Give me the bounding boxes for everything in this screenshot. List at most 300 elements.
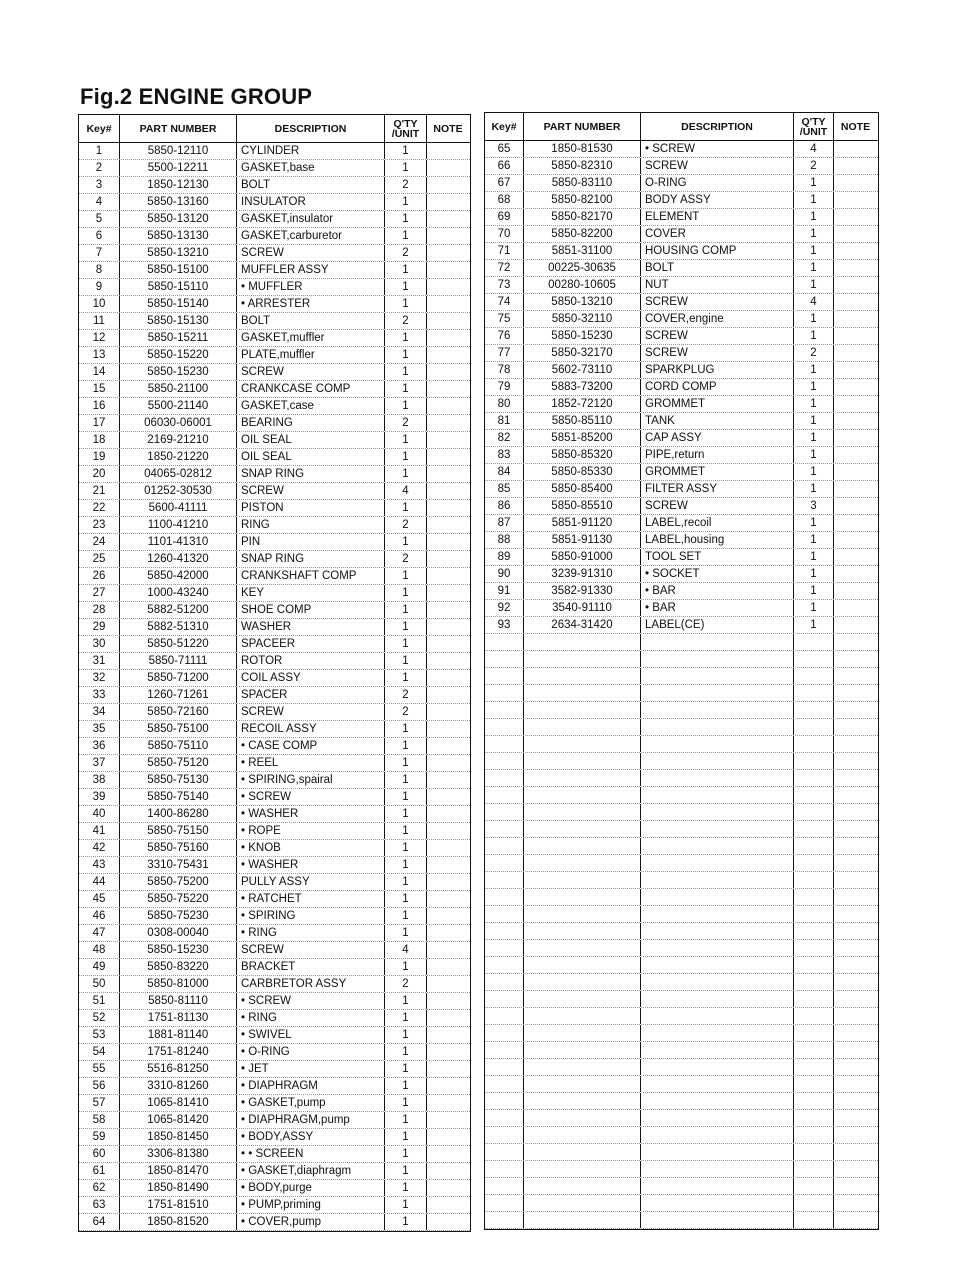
header-part-number: PART NUMBER [524, 113, 641, 140]
key-cell: 91 [485, 583, 524, 599]
table-row [485, 260, 878, 277]
part-number-cell: 1260-41320 [120, 551, 237, 567]
qty-cell [794, 1127, 834, 1143]
note-cell [834, 413, 877, 429]
part-number-cell: 5850-13210 [120, 245, 237, 261]
description-cell: INSULATOR [237, 194, 385, 210]
part-number-cell: 2634-31420 [524, 617, 641, 633]
key-cell [485, 855, 524, 871]
qty-cell [794, 821, 834, 837]
table-row [485, 226, 878, 243]
qty-cell: 1 [385, 670, 427, 686]
note-cell [427, 738, 469, 754]
qty-cell [794, 702, 834, 718]
table-row [79, 891, 470, 908]
table-row [79, 296, 470, 313]
note-cell [834, 651, 877, 667]
key-cell [485, 668, 524, 684]
part-number-cell: 1400-86280 [120, 806, 237, 822]
part-number-cell [524, 923, 641, 939]
description-cell: • JET [237, 1061, 385, 1077]
table-row [485, 447, 878, 464]
table-row [485, 498, 878, 515]
note-cell [427, 551, 469, 567]
part-number-cell: 00225-30635 [524, 260, 641, 276]
qty-cell: 1 [385, 449, 427, 465]
qty-cell: 1 [385, 959, 427, 975]
key-cell: 70 [485, 226, 524, 242]
part-number-cell [524, 1178, 641, 1194]
table-row [485, 1161, 878, 1178]
parts-table-left [78, 114, 471, 1232]
key-cell [485, 1144, 524, 1160]
note-cell [427, 772, 469, 788]
table-row [79, 1180, 470, 1197]
note-cell [834, 906, 877, 922]
note-cell [834, 243, 877, 259]
table-row [485, 1127, 878, 1144]
table-row [79, 228, 470, 245]
note-cell [834, 719, 877, 735]
part-number-cell: 5850-75230 [120, 908, 237, 924]
note-cell [834, 396, 877, 412]
note-cell [834, 1212, 877, 1228]
description-cell [641, 668, 794, 684]
qty-cell: 1 [385, 534, 427, 550]
key-cell [485, 1195, 524, 1211]
qty-cell: 4 [794, 141, 834, 157]
part-number-cell: 5850-15100 [120, 262, 237, 278]
qty-cell [794, 1212, 834, 1228]
qty-cell [794, 1025, 834, 1041]
table-row [79, 330, 470, 347]
description-cell [641, 1127, 794, 1143]
qty-cell: 3 [794, 498, 834, 514]
table-row [485, 1178, 878, 1195]
key-cell: 54 [79, 1044, 120, 1060]
part-number-cell [524, 770, 641, 786]
table-row [79, 602, 470, 619]
description-cell [641, 1178, 794, 1194]
description-cell: GROMMET [641, 464, 794, 480]
table-row [485, 311, 878, 328]
description-cell: • PUMP,priming [237, 1197, 385, 1213]
part-number-cell [524, 872, 641, 888]
table-row [485, 787, 878, 804]
key-cell [485, 1025, 524, 1041]
description-cell: • RING [237, 1010, 385, 1026]
part-number-cell: 5850-75220 [120, 891, 237, 907]
table-row [79, 721, 470, 738]
table-row [79, 823, 470, 840]
header-description: DESCRIPTION [641, 113, 794, 140]
table-row [79, 347, 470, 364]
qty-cell: 1 [794, 311, 834, 327]
table-row [485, 923, 878, 940]
note-cell [427, 1163, 469, 1179]
part-number-cell [524, 906, 641, 922]
table-row [485, 1008, 878, 1025]
key-cell [485, 1178, 524, 1194]
note-cell [834, 566, 877, 582]
part-number-cell [524, 1212, 641, 1228]
key-cell [485, 889, 524, 905]
key-cell: 34 [79, 704, 120, 720]
table-row [79, 1078, 470, 1095]
part-number-cell: 5850-13160 [120, 194, 237, 210]
key-cell: 37 [79, 755, 120, 771]
note-cell [834, 192, 877, 208]
qty-cell: 4 [385, 942, 427, 958]
description-cell: SCREW [237, 245, 385, 261]
table-row [79, 772, 470, 789]
key-cell: 58 [79, 1112, 120, 1128]
note-cell [427, 466, 469, 482]
part-number-cell: 5850-71200 [120, 670, 237, 686]
note-cell [427, 1061, 469, 1077]
description-cell: • SCREW [237, 993, 385, 1009]
part-number-cell: 5850-75100 [120, 721, 237, 737]
qty-cell: 1 [385, 908, 427, 924]
key-cell [485, 804, 524, 820]
description-cell: • KNOB [237, 840, 385, 856]
part-number-cell: 1751-81240 [120, 1044, 237, 1060]
key-cell: 8 [79, 262, 120, 278]
description-cell: HOUSING COMP [641, 243, 794, 259]
qty-cell: 1 [385, 1197, 427, 1213]
key-cell: 16 [79, 398, 120, 414]
qty-cell: 1 [794, 430, 834, 446]
key-cell: 55 [79, 1061, 120, 1077]
part-number-cell: 3582-91330 [524, 583, 641, 599]
key-cell: 46 [79, 908, 120, 924]
note-cell [834, 379, 877, 395]
part-number-cell: 5850-91000 [524, 549, 641, 565]
description-cell: RING [237, 517, 385, 533]
description-cell: • BODY,purge [237, 1180, 385, 1196]
header-note: NOTE [840, 120, 871, 133]
qty-cell [794, 1110, 834, 1126]
note-cell [427, 908, 469, 924]
part-number-cell: 5851-91130 [524, 532, 641, 548]
key-cell: 59 [79, 1129, 120, 1145]
note-cell [834, 600, 877, 616]
table-row [485, 481, 878, 498]
note-cell [834, 498, 877, 514]
note-cell [834, 532, 877, 548]
part-number-cell: 5850-42000 [120, 568, 237, 584]
note-cell [427, 228, 469, 244]
part-number-cell: 5850-83220 [120, 959, 237, 975]
key-cell [485, 651, 524, 667]
description-cell: KEY [237, 585, 385, 601]
qty-cell: 1 [385, 1214, 427, 1230]
key-cell: 32 [79, 670, 120, 686]
key-cell: 21 [79, 483, 120, 499]
table-row [79, 568, 470, 585]
key-cell [485, 1059, 524, 1075]
qty-cell [794, 770, 834, 786]
key-cell: 27 [79, 585, 120, 601]
table-row [485, 974, 878, 991]
header-qty: Q'TY /UNIT [794, 113, 834, 140]
note-cell [427, 806, 469, 822]
note-cell [834, 1110, 877, 1126]
part-number-cell: 06030-06001 [120, 415, 237, 431]
table-row [79, 432, 470, 449]
qty-cell: 2 [385, 245, 427, 261]
note-cell [427, 1214, 469, 1230]
qty-cell: 1 [385, 432, 427, 448]
qty-cell [794, 1161, 834, 1177]
table-row [485, 1059, 878, 1076]
part-number-cell: 5883-73200 [524, 379, 641, 395]
description-cell [641, 651, 794, 667]
note-cell [427, 296, 469, 312]
note-cell [427, 160, 469, 176]
qty-cell: 1 [385, 772, 427, 788]
table-row [485, 685, 878, 702]
qty-cell [794, 855, 834, 871]
note-cell [427, 721, 469, 737]
part-number-cell: 5850-32170 [524, 345, 641, 361]
key-cell: 92 [485, 600, 524, 616]
qty-cell: 1 [385, 823, 427, 839]
table-header [485, 113, 878, 141]
qty-cell: 1 [385, 721, 427, 737]
part-number-cell: 01252-30530 [120, 483, 237, 499]
key-cell [485, 1076, 524, 1092]
key-cell: 40 [79, 806, 120, 822]
description-cell: • ARRESTER [237, 296, 385, 312]
qty-cell: 1 [385, 211, 427, 227]
table-row [79, 177, 470, 194]
note-cell [427, 1010, 469, 1026]
part-number-cell [524, 940, 641, 956]
qty-cell: 1 [385, 619, 427, 635]
table-row [79, 959, 470, 976]
part-number-cell: 5850-82100 [524, 192, 641, 208]
description-cell: SCREW [641, 294, 794, 310]
qty-cell [794, 1178, 834, 1194]
table-row [79, 500, 470, 517]
key-cell [485, 770, 524, 786]
qty-cell: 2 [385, 177, 427, 193]
description-cell [641, 1110, 794, 1126]
key-cell: 56 [79, 1078, 120, 1094]
description-cell: SCREW [641, 498, 794, 514]
description-cell [641, 855, 794, 871]
description-cell: • • SCREEN [237, 1146, 385, 1162]
part-number-cell [524, 889, 641, 905]
key-cell: 33 [79, 687, 120, 703]
table-row [79, 517, 470, 534]
key-cell: 75 [485, 311, 524, 327]
note-cell [427, 381, 469, 397]
part-number-cell [524, 719, 641, 735]
qty-cell: 1 [385, 602, 427, 618]
key-cell: 57 [79, 1095, 120, 1111]
part-number-cell [524, 753, 641, 769]
key-cell: 88 [485, 532, 524, 548]
note-cell [427, 211, 469, 227]
qty-cell: 1 [794, 243, 834, 259]
table-body [485, 141, 878, 1229]
part-number-cell: 5850-15230 [120, 364, 237, 380]
table-row [79, 364, 470, 381]
description-cell [641, 974, 794, 990]
key-cell: 17 [79, 415, 120, 431]
table-row [79, 466, 470, 483]
qty-cell [794, 668, 834, 684]
key-cell [485, 991, 524, 1007]
description-cell: O-RING [641, 175, 794, 191]
header-qty: Q'TY /UNIT [385, 115, 427, 142]
qty-cell: 1 [794, 277, 834, 293]
key-cell: 80 [485, 396, 524, 412]
qty-cell: 1 [794, 583, 834, 599]
note-cell [427, 925, 469, 941]
parts-table-right [484, 112, 879, 1230]
part-number-cell: 5850-71111 [120, 653, 237, 669]
note-cell [834, 685, 877, 701]
description-cell [641, 753, 794, 769]
note-cell [834, 141, 877, 157]
key-cell: 69 [485, 209, 524, 225]
key-cell: 64 [79, 1214, 120, 1230]
page-title: Fig.2 ENGINE GROUP [80, 84, 313, 109]
qty-cell: 1 [385, 194, 427, 210]
part-number-cell: 5850-82200 [524, 226, 641, 242]
note-cell [427, 483, 469, 499]
description-cell: SNAP RING [237, 466, 385, 482]
key-cell: 44 [79, 874, 120, 890]
table-row [485, 940, 878, 957]
part-number-cell [524, 1059, 641, 1075]
qty-cell: 2 [794, 158, 834, 174]
description-cell: • DIAPHRAGM [237, 1078, 385, 1094]
qty-cell [794, 1008, 834, 1024]
part-number-cell [524, 634, 641, 650]
qty-cell [794, 906, 834, 922]
qty-cell: 1 [385, 1044, 427, 1060]
part-number-cell [524, 668, 641, 684]
qty-cell [794, 804, 834, 820]
part-number-cell: 04065-02812 [120, 466, 237, 482]
note-cell [834, 1008, 877, 1024]
key-cell: 9 [79, 279, 120, 295]
key-cell: 50 [79, 976, 120, 992]
part-number-cell [524, 1144, 641, 1160]
qty-cell: 2 [794, 345, 834, 361]
part-number-cell: 5851-91120 [524, 515, 641, 531]
note-cell [427, 347, 469, 363]
note-cell [427, 313, 469, 329]
description-cell: CYLINDER [237, 143, 385, 159]
key-cell: 29 [79, 619, 120, 635]
qty-cell: 1 [385, 925, 427, 941]
note-cell [834, 209, 877, 225]
part-number-cell: 5850-13210 [524, 294, 641, 310]
note-cell [427, 432, 469, 448]
key-cell: 25 [79, 551, 120, 567]
part-number-cell: 1000-43240 [120, 585, 237, 601]
description-cell: • MUFFLER [237, 279, 385, 295]
qty-cell [794, 974, 834, 990]
key-cell [485, 906, 524, 922]
table-header [79, 115, 470, 143]
description-cell: CARBRETOR ASSY [237, 976, 385, 992]
qty-cell: 1 [385, 1078, 427, 1094]
part-number-cell [524, 787, 641, 803]
table-row [79, 415, 470, 432]
key-cell: 30 [79, 636, 120, 652]
note-cell [427, 704, 469, 720]
part-number-cell [524, 1161, 641, 1177]
key-cell: 26 [79, 568, 120, 584]
part-number-cell [524, 736, 641, 752]
note-cell [427, 755, 469, 771]
key-cell: 35 [79, 721, 120, 737]
table-row [79, 313, 470, 330]
description-cell [641, 940, 794, 956]
part-number-cell [524, 685, 641, 701]
qty-cell: 1 [794, 566, 834, 582]
qty-cell: 1 [385, 891, 427, 907]
table-row [485, 753, 878, 770]
note-cell [834, 804, 877, 820]
key-cell [485, 940, 524, 956]
qty-cell: 1 [794, 464, 834, 480]
key-cell: 71 [485, 243, 524, 259]
table-row [79, 483, 470, 500]
qty-cell: 1 [794, 260, 834, 276]
part-number-cell: 5850-75150 [120, 823, 237, 839]
qty-cell: 2 [385, 687, 427, 703]
description-cell: • GASKET,diaphragm [237, 1163, 385, 1179]
key-cell: 14 [79, 364, 120, 380]
description-cell: GROMMET [641, 396, 794, 412]
description-cell: TANK [641, 413, 794, 429]
qty-cell: 1 [385, 1146, 427, 1162]
part-number-cell: 1751-81130 [120, 1010, 237, 1026]
part-number-cell: 5882-51310 [120, 619, 237, 635]
qty-cell: 1 [385, 262, 427, 278]
table-row [485, 736, 878, 753]
qty-cell: 2 [385, 517, 427, 533]
part-number-cell: 5850-13120 [120, 211, 237, 227]
part-number-cell: 5850-75160 [120, 840, 237, 856]
key-cell: 28 [79, 602, 120, 618]
key-cell: 7 [79, 245, 120, 261]
description-cell: • DIAPHRAGM,pump [237, 1112, 385, 1128]
header-key: Key# [485, 113, 524, 140]
note-cell [834, 1093, 877, 1109]
key-cell: 2 [79, 160, 120, 176]
table-row [79, 670, 470, 687]
table-row [485, 583, 878, 600]
qty-cell: 1 [794, 447, 834, 463]
qty-cell: 1 [385, 500, 427, 516]
note-cell [427, 415, 469, 431]
part-number-cell: 5851-31100 [524, 243, 641, 259]
note-cell [834, 430, 877, 446]
description-cell: • SCREW [237, 789, 385, 805]
table-row [485, 1076, 878, 1093]
part-number-cell: 3239-91310 [524, 566, 641, 582]
description-cell: OIL SEAL [237, 449, 385, 465]
description-cell [641, 634, 794, 650]
